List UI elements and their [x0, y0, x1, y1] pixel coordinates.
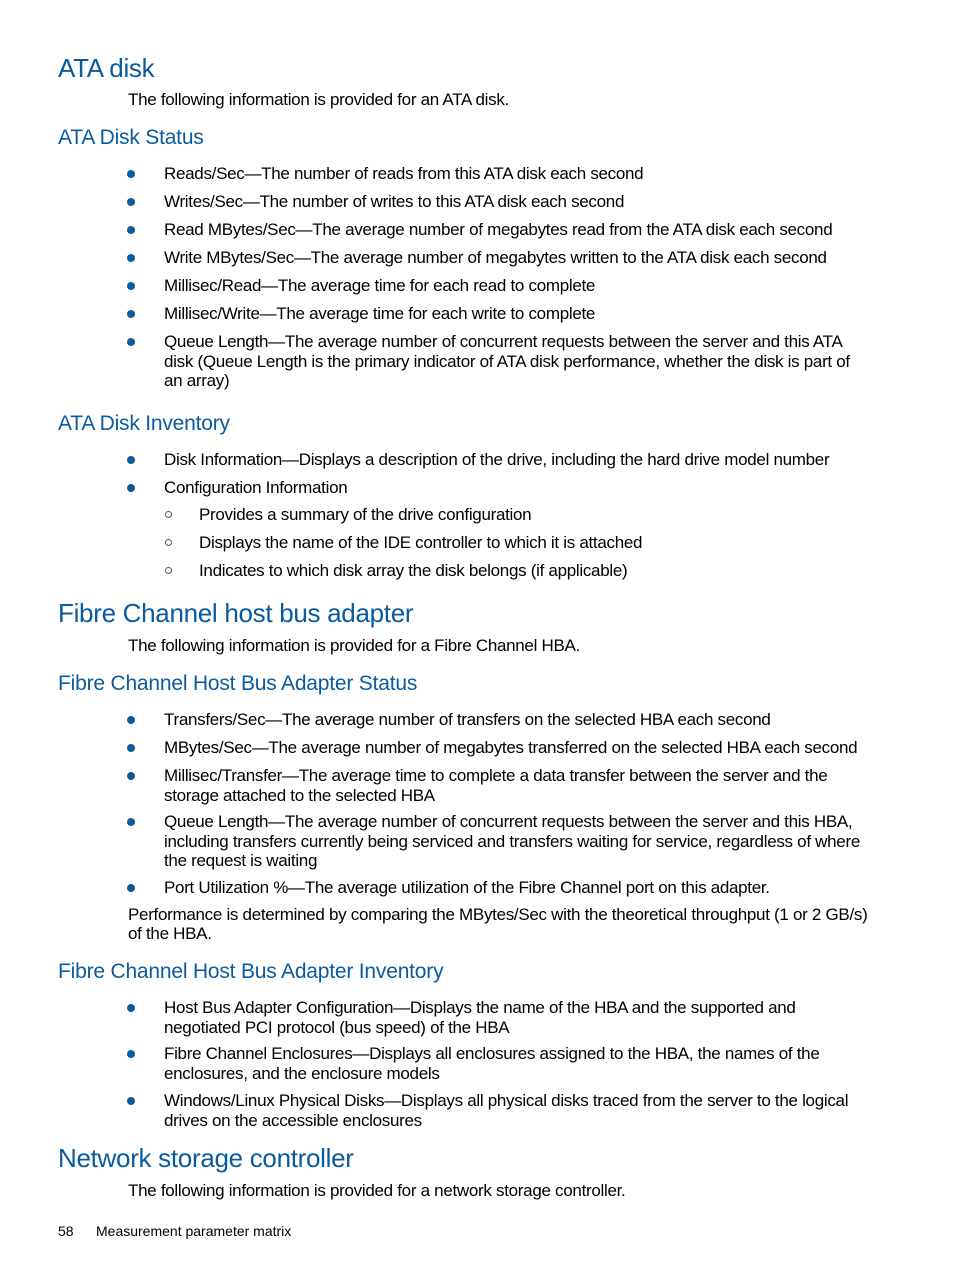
- bullet-icon: [127, 1097, 135, 1105]
- heading-fibre-channel-hba: Fibre Channel host bus adapter: [58, 598, 414, 628]
- list-item-text: Millisec/Write—The average time for each write to complete: [164, 304, 596, 323]
- bullet-icon: [127, 1050, 135, 1058]
- list-item-text: Reads/Sec—The number of reads from this ATA disk each second: [164, 164, 644, 183]
- heading-fc-hba-status: Fibre Channel Host Bus Adapter Status: [58, 672, 418, 695]
- intro-fibre-channel-hba: The following information is provided for a Fibre Channel HBA.: [128, 636, 580, 655]
- bullet-icon: [127, 456, 135, 464]
- hollow-bullet-icon: [165, 567, 172, 574]
- list-item-text: Write MBytes/Sec—The average number of megabytes written to the ATA disk each second: [164, 248, 827, 267]
- hollow-bullet-icon: [165, 511, 172, 518]
- list-item-text: Windows/Linux Physical Disks—Displays all physical disks traced from the server to the logical drives on the accessible enclosures: [164, 1091, 849, 1130]
- list-item-text: Disk Information—Displays a description of the drive, including the hard drive model number: [164, 450, 830, 469]
- bullet-icon: [127, 744, 135, 752]
- list-item-text: Port Utilization %—The average utilization of the Fibre Channel port on this adapter.: [164, 878, 770, 897]
- heading-ata-disk: ATA disk: [58, 53, 155, 83]
- footer-section-title: Measurement parameter matrix: [96, 1223, 292, 1239]
- list-item-text: Fibre Channel Enclosures—Displays all enclosures assigned to the HBA, the names of the enclosures, and the enclosure models: [164, 1044, 820, 1083]
- list-item-text: MBytes/Sec—The average number of megabytes transferred on the selected HBA each second: [164, 738, 858, 757]
- bullet-icon: [127, 772, 135, 780]
- bullet-icon: [127, 282, 135, 290]
- page-footer: [58, 1223, 291, 1239]
- list-item-text: Millisec/Read—The average time for each read to complete: [164, 276, 596, 295]
- intro-ata-disk: The following information is provided for an ATA disk.: [128, 90, 509, 109]
- list-item-text: Queue Length—The average number of concurrent requests between the server and this ATA disk (Queue Length is the primary indicator of ATA disk performance, whether the disk is part of an array): [164, 332, 850, 390]
- bullet-icon: [127, 484, 135, 492]
- heading-ata-disk-status: ATA Disk Status: [58, 126, 204, 149]
- bullet-icon: [127, 1004, 135, 1012]
- bullet-icon: [127, 226, 135, 234]
- list-item-text: Millisec/Transfer—The average time to complete a data transfer between the server and the storage attached to the selected HBA: [164, 766, 828, 805]
- heading-network-storage-controller: Network storage controller: [58, 1143, 354, 1173]
- heading-fc-hba-inventory: Fibre Channel Host Bus Adapter Inventory: [58, 960, 444, 983]
- sub-list-item-text: Indicates to which disk array the disk belongs (if applicable): [199, 561, 628, 580]
- bullet-icon: [127, 198, 135, 206]
- bullet-icon: [127, 170, 135, 178]
- bullet-icon: [127, 716, 135, 724]
- bullet-icon: [127, 338, 135, 346]
- list-item-text: Queue Length—The average number of concurrent requests between the server and this HBA, including transfers currently being serviced and transfers waiting for service, regardless of where the request is waiting: [164, 812, 860, 870]
- bullet-icon: [127, 254, 135, 262]
- list-item-text: Writes/Sec—The number of writes to this ATA disk each second: [164, 192, 625, 211]
- sub-list-item-text: Displays the name of the IDE controller to which it is attached: [199, 533, 643, 552]
- fc-hba-performance-note: Performance is determined by comparing the MBytes/Sec with the theoretical throughput (1 or 2 GB/s) of the HBA.: [128, 905, 868, 943]
- page-number: 58: [58, 1223, 74, 1239]
- intro-network-storage-controller: The following information is provided for a network storage controller.: [128, 1181, 626, 1200]
- list-item-text: Transfers/Sec—The average number of transfers on the selected HBA each second: [164, 710, 771, 729]
- list-item-text: Configuration Information: [164, 478, 348, 497]
- hollow-bullet-icon: [165, 539, 172, 546]
- bullet-icon: [127, 884, 135, 892]
- bullet-icon: [127, 818, 135, 826]
- sub-list-item-text: Provides a summary of the drive configuration: [199, 505, 532, 524]
- list-item-text: Read MBytes/Sec—The average number of megabytes read from the ATA disk each second: [164, 220, 833, 239]
- heading-ata-disk-inventory: ATA Disk Inventory: [58, 412, 230, 435]
- bullet-icon: [127, 310, 135, 318]
- list-item-text: Host Bus Adapter Configuration—Displays the name of the HBA and the supported and negotiated PCI protocol (bus speed) of the HBA: [164, 998, 796, 1037]
